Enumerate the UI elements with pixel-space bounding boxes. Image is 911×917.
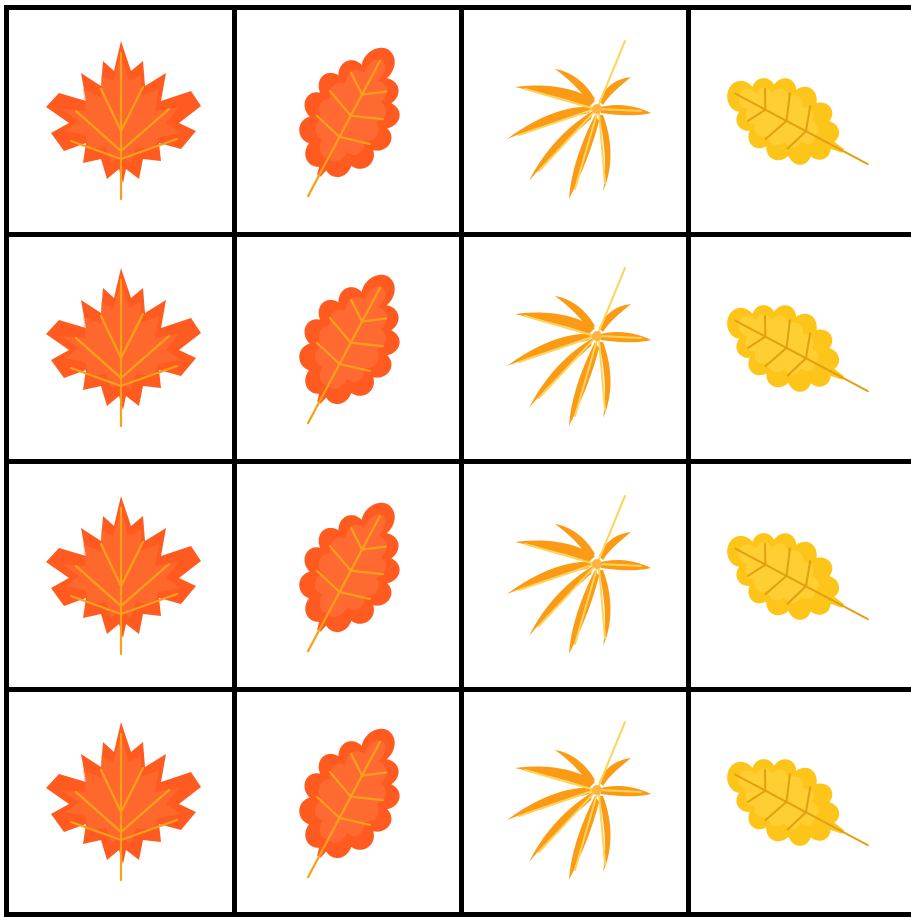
grid-cell[interactable] (691, 237, 911, 459)
grid-cell[interactable] (691, 692, 911, 912)
maple-leaf-icon (31, 31, 211, 211)
grid-cell[interactable] (237, 692, 459, 912)
grid-cell[interactable] (9, 692, 232, 912)
grid-cell[interactable] (237, 10, 459, 232)
grid-cell[interactable] (237, 464, 459, 687)
palm-leaf-icon (485, 486, 665, 666)
maple-leaf-icon (31, 486, 211, 666)
grid-cell[interactable] (464, 10, 686, 232)
grid-line-horizontal (4, 912, 911, 917)
yellow-oak-leaf-icon (711, 258, 891, 438)
oak-leaf-icon (258, 712, 438, 892)
grid-cell[interactable] (237, 237, 459, 459)
yellow-oak-leaf-icon (711, 486, 891, 666)
oak-leaf-icon (258, 486, 438, 666)
maple-leaf-icon (31, 712, 211, 892)
grid-cell[interactable] (464, 464, 686, 687)
palm-leaf-icon (485, 31, 665, 211)
oak-leaf-icon (258, 31, 438, 211)
palm-leaf-icon (485, 712, 665, 892)
maple-leaf-icon (31, 258, 211, 438)
palm-leaf-icon (485, 258, 665, 438)
yellow-oak-leaf-icon (711, 712, 891, 892)
grid-cell[interactable] (691, 10, 911, 232)
grid-cell[interactable] (691, 464, 911, 687)
grid-cell[interactable] (9, 10, 232, 232)
yellow-oak-leaf-icon (711, 31, 891, 211)
grid-cell[interactable] (9, 237, 232, 459)
grid-cell[interactable] (9, 464, 232, 687)
grid-cell[interactable] (464, 692, 686, 912)
oak-leaf-icon (258, 258, 438, 438)
grid-cell[interactable] (464, 237, 686, 459)
